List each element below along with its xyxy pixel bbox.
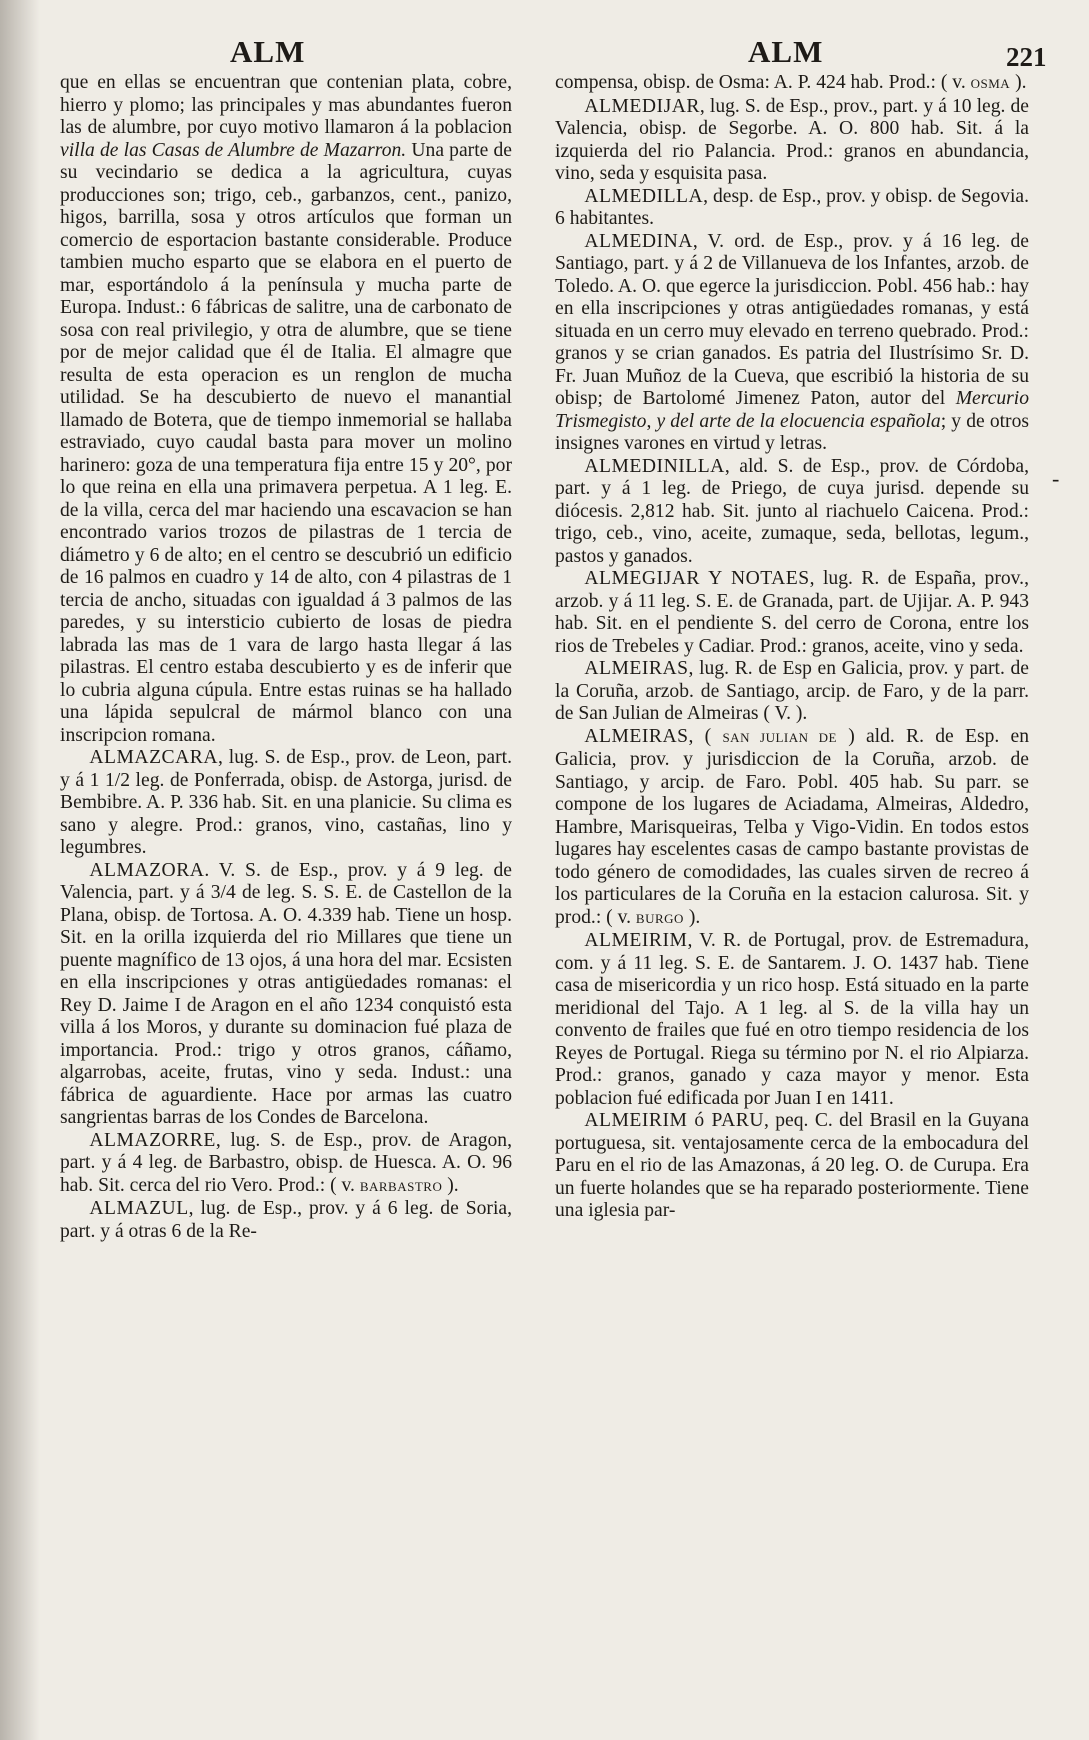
entry-almegijar: ALMEGIJAR Y NOTAES, lug. R. de España, prov., arzob. y á 11 leg. S. E. de Granada, part. de Ujijar. A. P. 943 hab. Sit. en el pendiente S. del cerro de Corona, entre los rios de Trebeles y Cadiar. Prod.: granos, aceite, vino y seda.	[555, 568, 1029, 657]
headword: ALMAZORRE	[89, 1129, 216, 1151]
entry-almazul: ALMAZUL, lug. de Esp., prov. y á 6 leg. de Soria, part. y á otras 6 de la Re-	[60, 1198, 512, 1242]
entry-almedilla: ALMEDILLA, desp. de Esp., prov. y obisp. de Segovia. 6 habitantes.	[555, 185, 1029, 229]
entry-almeirim: ALMEIRIM, V. R. de Portugal, prov. de Estremadura, com. y á 11 leg. S. E. de Santarem. J. O. 1437 hab. Tiene casa de misericordia y un rico hosp. Está situado en la parte meridional del Tajo. A 1 leg. al S. de la villa hay un convento de frailes que fué en otro tiempo residencia de los Reyes de Portugal. Riega su término por N. el rio Alpiarza. Prod.: granos, ganado y caza mayor y menor. Esta poblacion fué edificada por Juan I en 1411.	[555, 930, 1029, 1109]
headword: ALMEDIJAR	[584, 95, 700, 117]
headword: ALMAZORA	[89, 859, 205, 881]
continued-entry-text: que en ellas se encuentran que contenian plata, cobre, hierro y plomo; las principales y mas abundantes fueron las de alumbre, por cuyo motivo llamaron á la poblacion villa de las Casas de Alumbre de Mazarron. Una parte de su vecindario se dedica a la agricultura, cuyas producciones son; trigo, ceb., garbanzos, cent., panizo, higos, barrilla, sosa y otros artículos que forman un comercio de esportacion bastante considerable. Produce tambien mucho esparto que se elabora en el puerto de mar, esportándolo á la península y mucha parte de Europa. Indust.: 6 fábricas de salitre, una de carbonato de sosa con real privilegio, y otra de alumbre, que se tiene por de mejor calidad que él de Italia. El almagre que resulta de esta operacion es un renglon de mucha utilidad. Se ha descubierto de nuevo el manantial llamado de Botета, que de tiempo inmemorial se hallaba estraviado, cuyo caudal basta para mover un molino harinero: goza de una temperatura fija entre 15 y 20°, por lo que reina en ella una primavera perpetua. A 1 leg. E. de la villa, cerca del mar haciendo una escavacion se han encontrado varios trozos de pilastras de 1 tercia de diámetro y 6 de alto; en el centro se descubrió un edificio de 16 palmos en cuadro y 14 de alto, con 4 pilastras de 1 tercia de ancho, situadas con igualdad á 3 palmos de las paredes, y su intersticio cubierto de losas de piedra labrada las mas de 1 vara de largo hasta llegar á las pilastras. El centro estaba descubierto y es de inferir que lo cubria alguna cúpula. Entre estas ruinas se ha hallado una lápida sepulcral de mármol blanco con una inscripcion romana.	[60, 72, 512, 746]
continued-entry-text: compensa, obisp. de Osma: A. P. 424 hab. Prod.: ( v. OSMA ).	[555, 72, 1027, 93]
headword: ALMEIRAS	[584, 658, 689, 679]
headword: ALMEDILLA	[584, 185, 704, 207]
left-column	[60, 72, 512, 1243]
headword: ALMEIRAS	[584, 725, 689, 747]
cross-reference: SAN JULIAN DE	[722, 729, 837, 745]
entry-almazcara: ALMAZCARA, lug. S. de Esp., prov. de Leon, part. y á 1 1/2 leg. de Ponferrada, obisp. de Astorga, jurisd. de Bembibre. A. P. 336 hab. Sit. en una planicie. Su clima es sano y alegre. Prod.: granos, vino, castañas, lino y legumbres.	[60, 747, 512, 858]
entry-almedijar: ALMEDIJAR, lug. S. de Esp., prov., part. y á 10 leg. de Valencia, obisp. de Segorbe. A. O. 800 hab. Sit. á la izquierda del rio Palancia. Prod.: granos en abundancia, vino, seda y esquisita pasa.	[555, 95, 1029, 184]
headword: ALMEIRIM ó PARU	[584, 1110, 764, 1131]
right-column	[555, 72, 1029, 1223]
cross-reference: OSMA	[970, 76, 1011, 91]
page-number: 221	[1006, 42, 1047, 72]
margin-mark: -	[1052, 466, 1060, 491]
entry-almazora: ALMAZORA. V. S. de Esp., prov. y á 9 leg. de Valencia, part. y á 3/4 de leg. S. S. E. de Castellon de la Plana, obisp. de Tortosa. A. O. 4.339 hab. Tiene un hosp. Sit. en la orilla izquierda del rio Millares que tiene un puente magnífico de 13 ojos, á una hora del mar. Ecsisten en ella inscripciones y otras antigüedades romanas: el Rey D. Jaime I de Aragon en el año 1234 conquistó esta villa á los Moros, y durante su dominacion fué plaza de importancia. Prod.: trigo y otros granos, cáñamo, algarrobas, aceite, frutas, vino y seda. Indust.: una fábrica de aguardiente. Hace por armas las cuatro sangrientas barras de los Condes de Barcelona.	[60, 859, 512, 1128]
italic-book-title: Mercurio Trismegisto	[555, 388, 1029, 432]
running-head-left: ALM	[230, 34, 306, 69]
cross-reference: BURGO	[635, 910, 684, 926]
entry-almeirim-paru: ALMEIRIM ó PARU, peq. C. del Brasil en la Guyana portuguesa, sit. ventajosamente cerca de la embocadura del Paru en el rio de las Amazonas, á 20 leg. O. de Curupa. Era un fuerte holandes que se ha reparado posteriormente. Tiene una iglesia par-	[555, 1110, 1029, 1221]
headword: ALMEGIJAR Y NOTAES	[584, 568, 810, 589]
headword: ALMAZCARA	[89, 747, 218, 768]
entry-almazorre: ALMAZORRE, lug. S. de Esp., prov. de Aragon, part. y á 4 leg. de Barbastro, obisp. de Huesca. A. O. 96 hab. Sit. cerca del rio Vero. Prod.: ( v. BARBASTRO ).	[60, 1129, 512, 1196]
entry-almeiras: ALMEIRAS, lug. R. de Esp en Galicia, prov. y part. de la Coruña, arzob. de Santiago, arcip. de Faro, y de la parr. de San Julian de Almeiras ( V. ).	[555, 658, 1029, 724]
entry-almedina: ALMEDINA, V. ord. de Esp., prov. y á 16 leg. de Santiago, part. y á 2 de Villanueva de los Infantes, arzob. de Toledo. A. O. que egerce la jurisdiccion. Pobl. 456 hab.: hay en ella inscripciones y otras antigüedades romanas, y está situada en un cerro muy elevado en terreno quebrado. Prod.: granos y se crian ganados. Es patria del Ilustrísimo Sr. D. Fr. Juan Muñoz de la Cueva, que escribió la historia de su obisp; de Bartolomé Jimenez Paton, autor del Mercurio Trismegisto, y del arte de la elocuencia española; y de otros insignes varones en virtud y letras.	[555, 230, 1030, 454]
italic-book-title: y del arte de la elocuencia española	[656, 410, 941, 432]
binding-shadow	[0, 0, 40, 1740]
headword: ALMEDINILLA	[584, 455, 725, 477]
headword: ALMAZUL	[89, 1198, 189, 1219]
entry-almedinilla: ALMEDINILLA, ald. S. de Esp., prov. de Córdoba, part. y á 1 leg. de Priego, de cuya jurisd. depende su diócesis. 2,812 hab. Sit. junto al riachuelo Caicena. Prod.: trigo, ceb., vino, aceite, zumaque, seda, bellotas, legum., pastos y ganados.	[555, 455, 1029, 567]
headword: ALMEDINA	[584, 230, 693, 252]
headword: ALMEIRIM	[584, 930, 688, 951]
running-head-right: ALM	[748, 34, 824, 69]
entry-almeiras-san-julian: ALMEIRAS, ( SAN JULIAN DE ) ald. R. de Esp. en Galicia, prov. y jurisdiccion de la Coruña, arzob. de Santiago, y arcip. de Faro. Pobl. 405 hab. Su parr. se compone de los lugares de Aciadama, Almeiras, Aldedro, Hambre, Marisqueiras, Telba y Vigo-Vidin. En todos estos lugares hay escelentes casas de campo bastante provistas de todo género de comodidades, las cuales sirven de recreo á los particulares de la Coruña en la estacion calurosa. Sit. y prod.: ( v. BURGO ).	[555, 725, 1029, 928]
cross-reference: BARBASTRO	[359, 1178, 443, 1194]
italic-place-name: villa de las Casas de Alumbre de Mazarron.	[60, 139, 407, 161]
